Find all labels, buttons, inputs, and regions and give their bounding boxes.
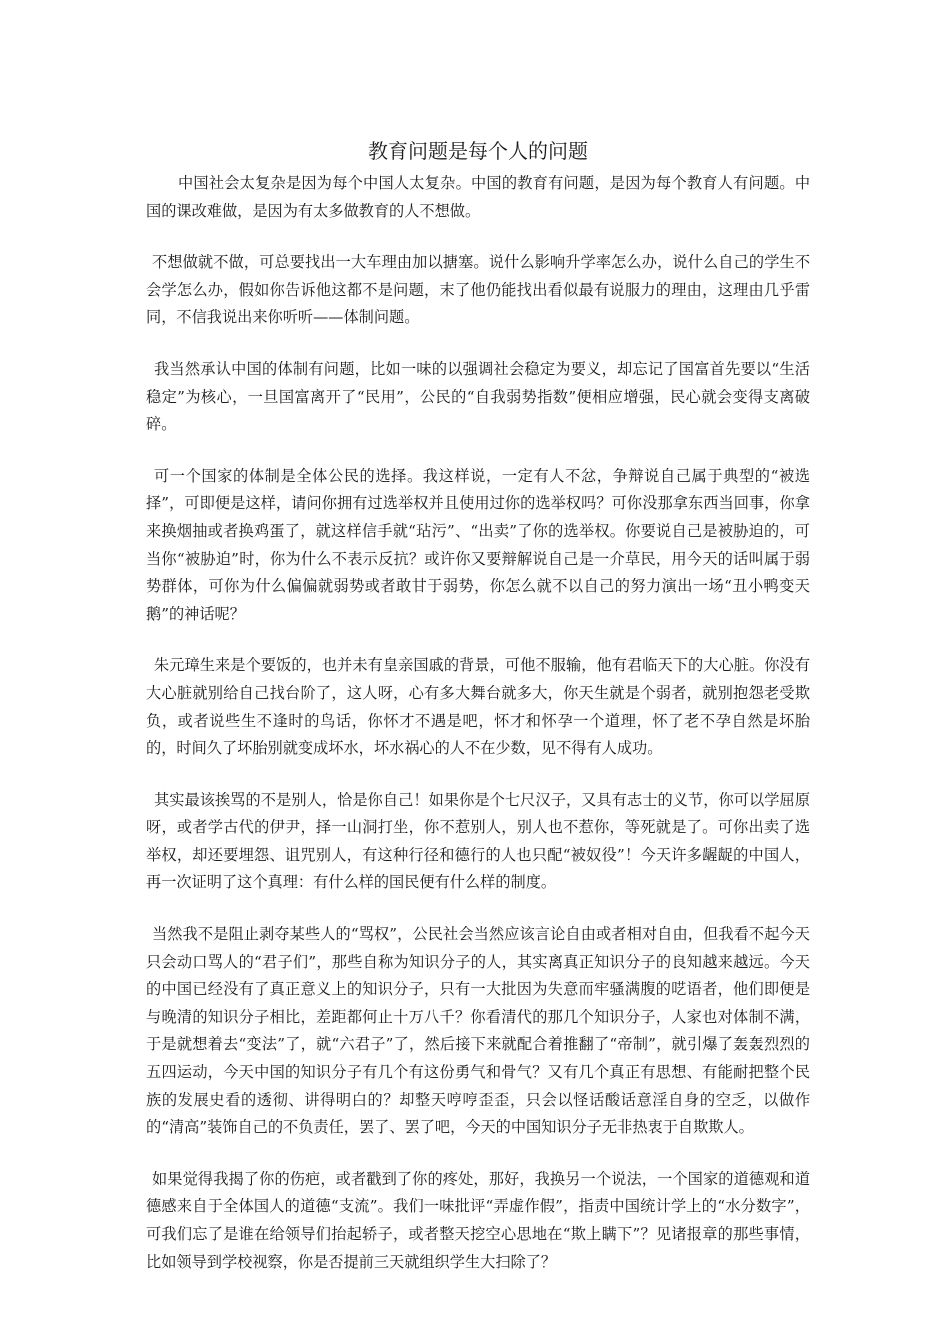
paragraph-4: 可一个国家的体制是全体公民的选择。我这样说，一定有人不忿，争辩说自己属于典型的“被选择”，可即便是这样，请问你拥有过选举权并且使用过你的选举权吗？可你没那拿东西当回事，你拿来换烟抽或者换鸡蛋了，就这样信手就“玷污”、“出卖”了你的选举权。你要说自己是被胁迫的，可当你“被胁迫”时，你为什么不表示反抗？或许你又要辩解说自己是一介草民，用今天的话叫属于弱势群体，可你为什么偏偏就弱势或者敢甘于弱势，你怎么就不以自己的努力演出一场“丑小鸭变天鹅”的神话呢？ [146,466,810,623]
paragraph-5: 朱元璋生来是个要饭的，也并未有皇亲国戚的背景，可他不服输，他有君临天下的大心脏。你没有大心脏就别给自己找台阶了，这人呀，心有多大舞台就多大，你天生就是个弱者，就别抱怨老受欺负，或者说些生不逢时的鸟话，你怀才不遇是吧，怀才和怀孕一个道理，怀了老不孕自然是坏胎的，时间久了坏胎别就变成坏水，坏水祸心的人不在少数，见不得有人成功。 [146,656,810,758]
document-page [146,138,810,1300]
paragraph-6: 其实最该挨骂的不是别人，恰是你自己！如果你是个七尺汉子，又具有志士的义节，你可以学屈原呀，或者学古代的伊尹，择一山洞打坐，你不惹别人，别人也不惹你，等死就是了。可你出卖了选举权，却还要埋怨、诅咒别人，有这种行径和德行的人也只配“被奴役”！今天许多龌龊的中国人，再一次证明了这个真理：有什么样的国民便有什么样的制度。 [146,790,810,892]
paragraph-3: 我当然承认中国的体制有问题，比如一味的以强调社会稳定为要义，却忘记了国富首先要以“生活稳定”为核心，一旦国富离开了“民用”，公民的“自我弱势指数”便相应增强，民心就会变得支离破碎。 [146,359,810,434]
paragraph-2: 不想做就不做，可总要找出一大车理由加以搪塞。说什么影响升学率怎么办，说什么自己的学生不会学怎么办，假如你告诉他这都不是问题，末了他仍能找出看似最有说服力的理由，这理由几乎雷同，不信我说出来你听听——体制问题。 [146,253,810,327]
paragraph-1: 中国社会太复杂是因为每个中国人太复杂。中国的教育有问题，是因为每个教育人有问题。中国的课改难做，是因为有太多做教育的人不想做。 [146,174,810,220]
paragraph-8: 如果觉得我揭了你的伤疤，或者戳到了你的疼处，那好，我换另一个说法，一个国家的道德观和道德感来自于全体国人的道德“支流”。我们一味批评“弄虚作假”，指责中国统计学上的“水分数字”，可我们忘了是谁在给领导们抬起轿子，或者整天挖空心思地在“欺上瞒下”？见诸报章的那些事情，比如领导到学校视察，你是否提前三天就组织学生大扫除了？ [146,1169,810,1271]
paragraph-7: 当然我不是阻止剥夺某些人的“骂权”，公民社会当然应该言论自由或者相对自由，但我看不起今天只会动口骂人的“君子们”，那些自称为知识分子的人，其实离真正知识分子的良知越来越远。今天的中国已经没有了真正意义上的知识分子，只有一大批因为失意而牢骚满腹的呓语者，他们即便是与晚清的知识分子相比，差距都何止十万八千？你看清代的那几个知识分子，人家也对体制不满，于是就想着去“变法”了，就“六君子”了，然后接下来就配合着推翻了“帝制”，就引爆了轰轰烈烈的五四运动，今天中国的知识分子有几个有这份勇气和骨气？又有几个真正有思想、有能耐把整个民族的发展史看的透彻、讲得明白的？却整天哼哼歪歪，只会以怪话酸话意淫自身的空乏，以做作的“清高”装饰自己的不负责任，罢了、罢了吧，今天的中国知识分子无非热衷于自欺欺人。 [146,925,810,1137]
document-title: 教育问题是每个人的问题 [368,139,588,163]
